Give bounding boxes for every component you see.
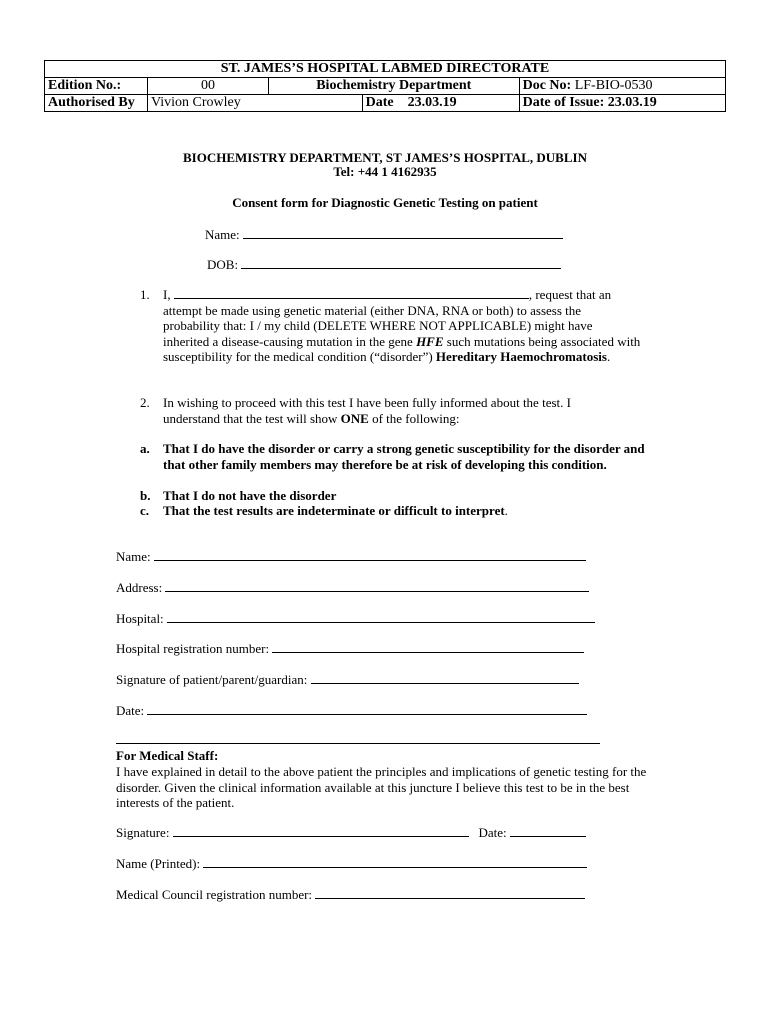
item-2-text-b: of the following: — [368, 410, 460, 426]
registration-blank[interactable] — [272, 641, 584, 653]
option-c-letter: c. — [140, 503, 150, 518]
item-1-number: 1. — [140, 287, 150, 302]
header-title: ST. JAMES’S HOSPITAL LABMED DIRECTORATE — [45, 61, 726, 78]
doc-no-value: LF-BIO-0530 — [574, 78, 653, 93]
staff-signature-blank[interactable] — [173, 825, 469, 837]
telephone-line: Tel: +44 1 4162935 — [333, 164, 437, 179]
patient-name-label: Name: — [205, 227, 240, 242]
address-label: Address: — [116, 580, 163, 595]
medical-staff-heading: For Medical Staff: — [116, 748, 219, 763]
patient-signature-field — [116, 672, 579, 688]
name-label: Name: — [116, 549, 151, 564]
date-label: Date — [365, 95, 394, 110]
council-registration-field — [116, 887, 585, 903]
staff-date-blank[interactable] — [510, 825, 586, 837]
item-1-name-blank[interactable] — [174, 287, 529, 299]
registration-label: Hospital registration number: — [116, 641, 270, 656]
doc-no-cell — [519, 78, 725, 95]
patient-signature-label: Signature of patient/parent/guardian: — [116, 672, 308, 687]
staff-name-blank[interactable] — [203, 856, 587, 868]
staff-name-label: Name (Printed): — [116, 856, 201, 871]
item-1-end: . — [606, 349, 611, 364]
council-registration-label: Medical Council registration number: — [116, 887, 313, 902]
condition-name: Hereditary Haemochromatosis — [435, 349, 607, 364]
option-c-text: That the test results are indeterminate or difficult to interpret — [163, 503, 505, 518]
item-2-number: 2. — [140, 395, 150, 410]
item-1-paragraph — [163, 287, 641, 365]
patient-dob-blank[interactable] — [241, 257, 561, 269]
staff-signature-field — [116, 825, 586, 841]
hospital-blank[interactable] — [167, 611, 595, 623]
option-c-line — [163, 503, 645, 519]
date-field — [116, 703, 587, 719]
section-divider — [116, 731, 600, 744]
address-field — [116, 580, 589, 596]
staff-date-label: Date: — [478, 825, 507, 840]
option-b-text: That I do not have the disorder — [163, 488, 337, 503]
date-value: 23.03.19 — [407, 95, 457, 110]
item-1-text-b: such mutations being associated with susceptibility for the medical condition (“disorder”) — [163, 333, 641, 364]
date-blank[interactable] — [147, 703, 587, 715]
item-1-text-a: attempt be made using genetic material (either DNA, RNA or both) to assess the probability that: I / my child (DELETE WHERE NOT APPLICABLE) might have inherited a disease-causing mutation in the gene — [163, 302, 593, 349]
edition-label: Edition No.: — [45, 78, 148, 95]
form-title: Consent form for Diagnostic Genetic Testing on patient — [232, 195, 538, 210]
option-c-end: . — [504, 503, 508, 518]
option-a-letter: a. — [140, 441, 150, 456]
name-blank[interactable] — [154, 549, 586, 561]
patient-dob-label: DOB: — [207, 257, 239, 272]
item-1-prefix: I, — [163, 287, 171, 302]
hospital-field — [116, 611, 595, 627]
patient-name-blank[interactable] — [243, 227, 563, 239]
authorised-label: Authorised By — [45, 95, 148, 112]
staff-signature-label: Signature: — [116, 825, 170, 840]
medical-staff-statement: I have explained in detail to the above patient the principles and implications of genetic testing for the disorder. Given the clinical information available at this juncture I believe this test to be in the best interests of the patient. — [116, 764, 647, 810]
date-of-issue: Date of Issue: 23.03.19 — [519, 95, 725, 112]
doc-no-label: Doc No: — [522, 78, 572, 93]
gene-name: HFE — [416, 333, 444, 349]
staff-name-field — [116, 856, 587, 872]
department-line: BIOCHEMISTRY DEPARTMENT, ST JAMES’S HOSPITAL, DUBLIN — [183, 150, 587, 165]
edition-value: 00 — [148, 78, 269, 95]
council-registration-blank[interactable] — [315, 887, 585, 899]
date-field-label: Date: — [116, 703, 145, 718]
date-cell — [362, 95, 519, 112]
option-b-letter: b. — [140, 488, 151, 503]
patient-signature-blank[interactable] — [311, 672, 579, 684]
patient-name-field — [205, 227, 563, 243]
authorised-value: Vivion Crowley — [148, 95, 363, 112]
address-blank[interactable] — [165, 580, 589, 592]
item-2-text-a: In wishing to proceed with this test I have been fully informed about the test. I understand that the test will show — [163, 395, 571, 426]
department-name: Biochemistry Department — [269, 78, 520, 95]
patient-dob-field — [207, 257, 561, 273]
item-1-suffix: , request that an — [528, 287, 612, 302]
document-header-table — [44, 60, 726, 112]
option-a-text: That I do have the disorder or carry a strong genetic susceptibility for the disorder and that other family members may therefore be at risk of developing this condition. — [163, 441, 645, 472]
name-field — [116, 549, 586, 565]
item-2-one: ONE — [340, 410, 369, 426]
item-2-paragraph — [163, 395, 623, 426]
registration-field — [116, 641, 584, 657]
hospital-label: Hospital: — [116, 611, 164, 626]
